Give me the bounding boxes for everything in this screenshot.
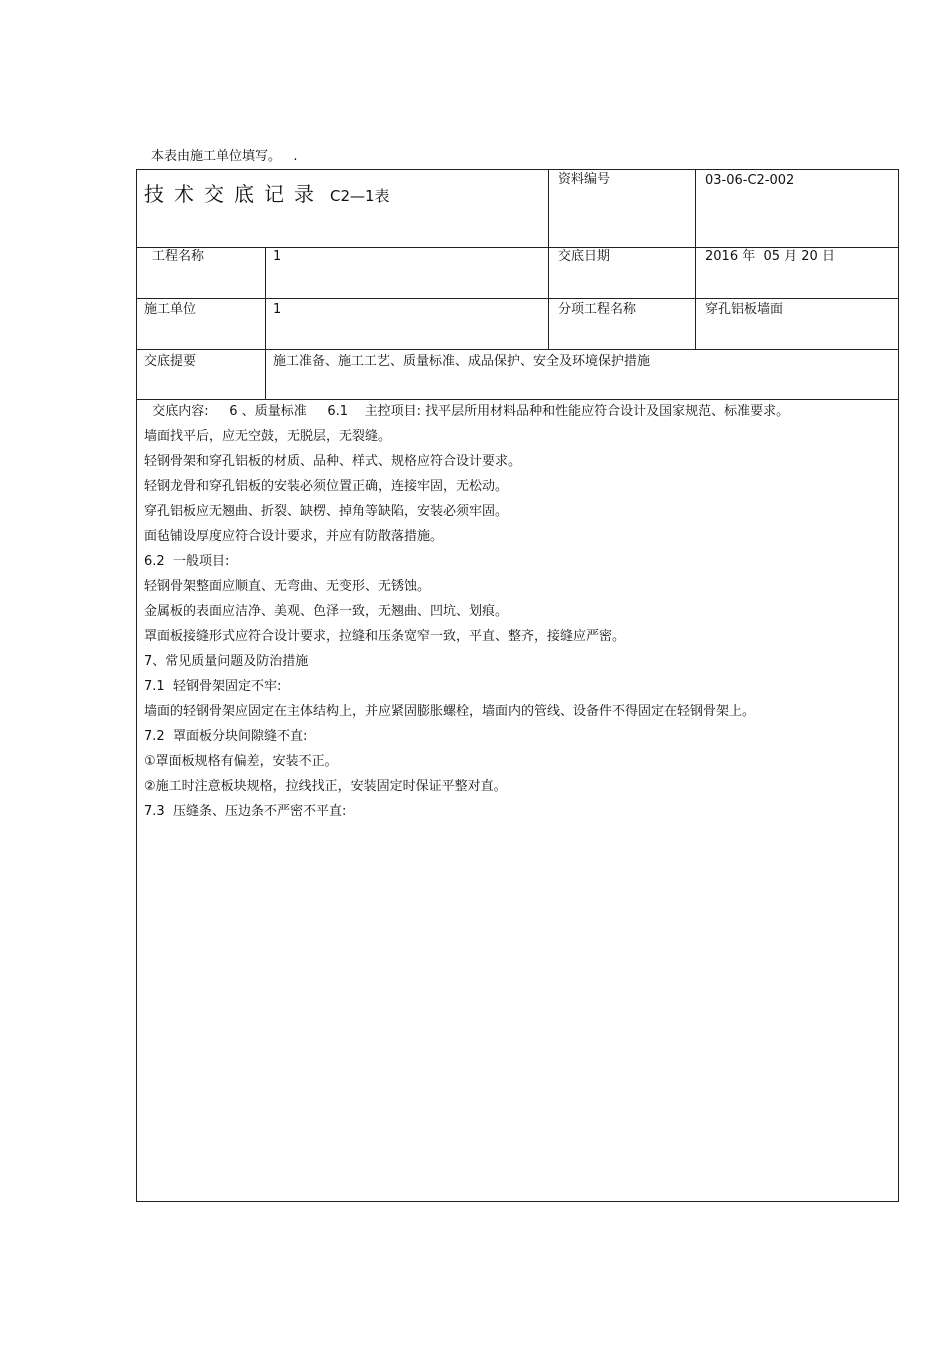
content-line: ②施工时注意板块规格，拉线找正，安装固定时保证平整对直。 [144, 779, 507, 794]
content-line: 金属板的表面应洁净、美观、色泽一致，无翘曲、凹坑、划痕。 [144, 604, 509, 619]
content-line: 罩面板接缝形式应符合设计要求，拉缝和压条宽窄一致，平直、整齐，接缝应严密。 [144, 629, 626, 644]
content-line: 墙面找平后，应无空鼓，无脱层，无裂缝。 [144, 429, 392, 444]
disclosure-date-value: 2016 年 05 月 20 日 [705, 249, 835, 264]
content-line: 6.2 一般项目: [144, 554, 230, 569]
subproject-name-value: 穿孔铝板墙面 [705, 302, 784, 317]
content-line: 轻钢龙骨和穿孔铝板的安装必须位置正确，连接牢固，无松动。 [144, 479, 509, 494]
project-name-value: 1 [273, 249, 282, 264]
form-title-code: C2—1表 [330, 187, 390, 205]
form-title [144, 182, 390, 208]
form-title-main: 技术交底记录 [144, 182, 324, 206]
doc-no-label: 资料编号 [558, 172, 611, 187]
column-divider [548, 170, 549, 349]
row-divider [137, 298, 898, 299]
content-line: 7.1 轻钢骨架固定不牢: [144, 679, 282, 694]
column-divider [695, 170, 696, 349]
summary-value: 施工准备、施工工艺、质量标准、成品保护、安全及环境保护措施 [273, 354, 651, 369]
column-divider [265, 247, 266, 399]
doc-no-value: 03-06-C2-002 [705, 173, 795, 188]
construction-unit-value: 1 [273, 302, 282, 317]
content-line: 7、常见质量问题及防治措施 [144, 654, 309, 669]
disclosure-record-form [136, 169, 899, 1202]
content-line: ①罩面板规格有偏差，安装不正。 [144, 754, 338, 769]
disclosure-content [144, 399, 890, 824]
subproject-name-label: 分项工程名称 [558, 302, 637, 317]
content-line: 轻钢骨架整面应顺直、无弯曲、无变形、无锈蚀。 [144, 579, 431, 594]
disclosure-date-label: 交底日期 [558, 249, 611, 264]
content-line: 轻钢骨架和穿孔铝板的材质、品种、样式、规格应符合设计要求。 [144, 454, 522, 469]
construction-unit-label: 施工单位 [144, 302, 197, 317]
form-note: 本表由施工单位填写。 . [151, 149, 298, 164]
content-line: 穿孔铝板应无翘曲、折裂、缺楞、掉角等缺陷，安装必须牢固。 [144, 504, 509, 519]
content-line: 7.2 罩面板分块间隙缝不直: [144, 729, 308, 744]
content-line: 面毡铺设厚度应符合设计要求，并应有防散落措施。 [144, 529, 444, 544]
content-line: 7.3 压缝条、压边条不严密不平直: [144, 804, 347, 819]
row-divider [137, 349, 898, 350]
content-line: 交底内容: 6 、质量标准 6.1 主控项目: 找平层所用材料品种和性能应符合设计及国家规范、标准要求。 [144, 404, 790, 419]
project-name-label: 工程名称 [152, 249, 205, 264]
content-line: 墙面的轻钢骨架应固定在主体结构上，并应紧固膨胀螺栓，墙面内的管线、设备件不得固定在轻钢骨架上。 [144, 704, 756, 719]
summary-label: 交底提要 [144, 354, 197, 369]
